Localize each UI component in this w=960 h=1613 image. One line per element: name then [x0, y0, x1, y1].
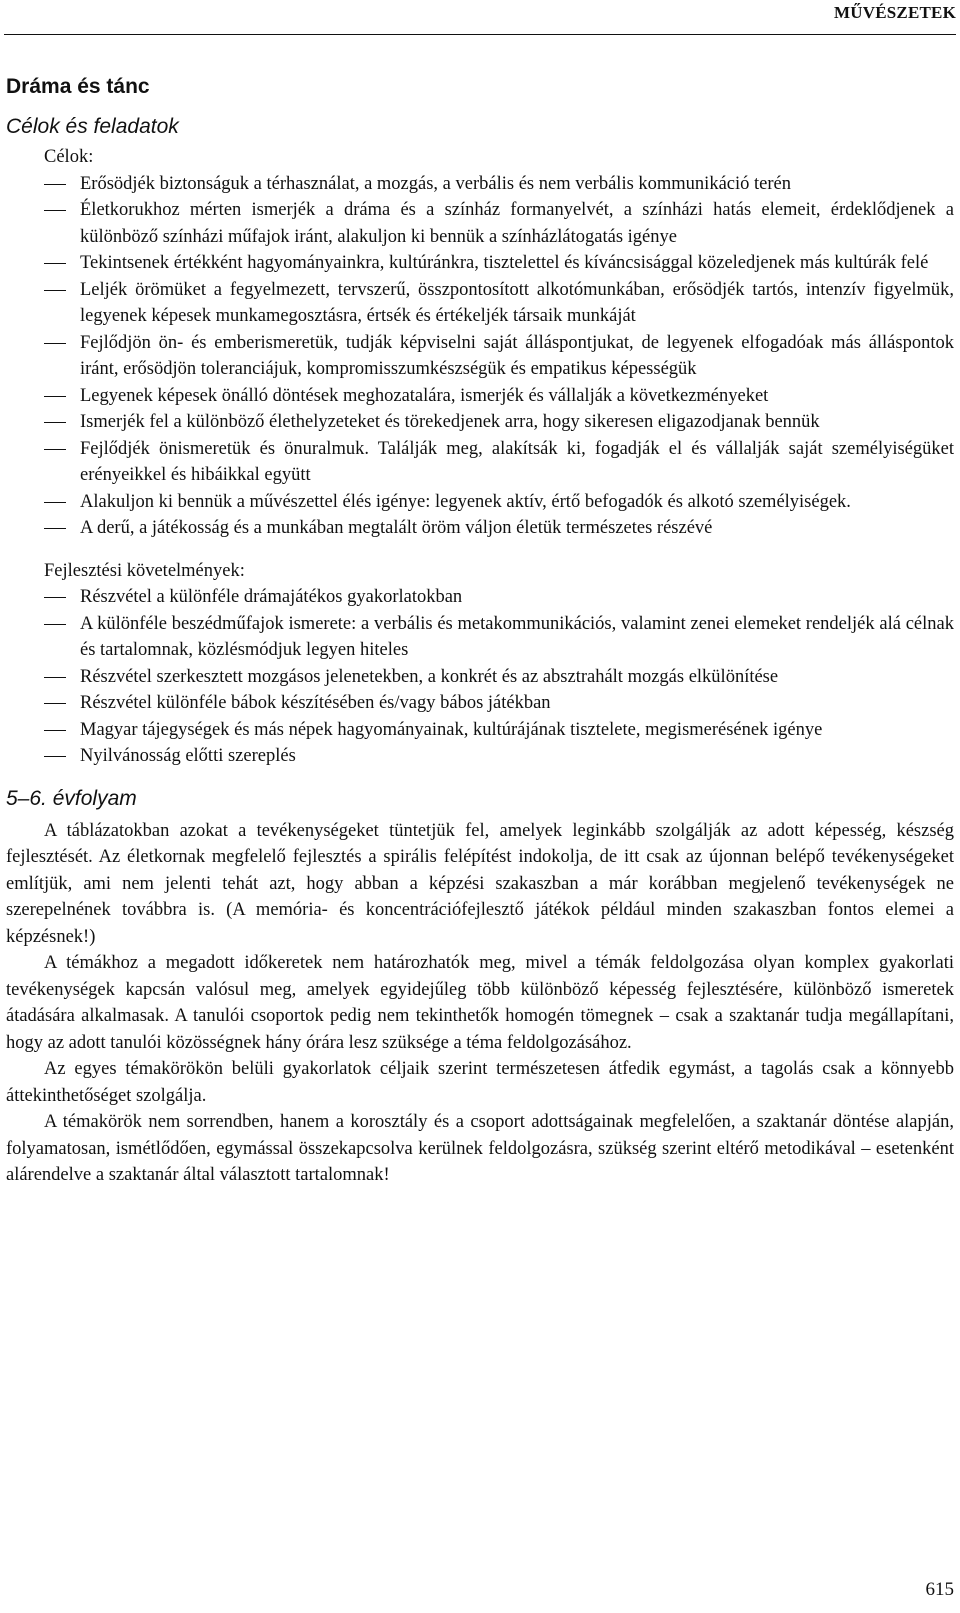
list-item: Legyenek képesek önálló döntések meghozatalára, ismerjék és vállalják a következményeket	[6, 383, 954, 410]
list-item: Részvétel különféle bábok készítésében és/vagy bábos játékban	[6, 690, 954, 717]
goals-label: Célok:	[44, 147, 94, 167]
page-content	[6, 72, 954, 1189]
list-item: Ismerjék fel a különböző élethelyzeteket és törekedjenek arra, hogy sikeresen eligazodjanak bennük	[6, 409, 954, 436]
grade-title: 5–6. évfolyam	[6, 786, 137, 810]
body-paragraph: Az egyes témakörökön belüli gyakorlatok céljaik szerint természetesen átfedik egymást, a tagolás csak a könnyebb áttekinthetőséget szolgálja.	[6, 1059, 954, 1106]
body-paragraph: A témakörök nem sorrendben, hanem a korosztály és a csoport adottságainak megfelelően, a szaktanár döntése alapján, folyamatosan, ismétlődően, egymással összekapcsolva kerülnek feldolgozásra, szükség szerint eltérő metodikával – esetenként alárendelve a szaktanár által választott tartalomnak!	[6, 1112, 954, 1185]
subsection-title: Célok és feladatok	[6, 115, 179, 138]
list-item: Magyar tájegységek és más népek hagyományainak, kultúrájának tisztelete, megismerésének igénye	[6, 717, 954, 744]
requirements-list	[6, 584, 954, 770]
header-rule	[4, 34, 956, 35]
list-item: Életkorukhoz mérten ismerjék a dráma és a színház formanyelvét, a színházi hatás elemeit, érdeklődjenek a különböző színházi műfajok iránt, alakuljon ki bennük a színházlátogatás igénye	[6, 197, 954, 250]
list-item: Leljék örömüket a fegyelmezett, tervszerű, összpontosított alkotómunkában, erősödjék tartós, intenzív figyelmük, legyenek képesek munkamegosztásra, értsék és értékeljék társaik munkáját	[6, 277, 954, 330]
list-item: Részvétel a különféle drámajátékos gyakorlatokban	[6, 584, 954, 611]
list-item: Nyilvánosság előtti szereplés	[6, 743, 954, 770]
list-item: Tekintsenek értékként hagyományainkra, kultúránkra, tisztelettel és kíváncsisággal közeledjenek más kultúrák felé	[6, 250, 954, 277]
list-item: Fejlődjék önismeretük és önuralmuk. Találják meg, alakítsák ki, fogadják el és vállalják saját személyiségüket erényeikkel és hibáikkal együtt	[6, 436, 954, 489]
list-item: A különféle beszédműfajok ismerete: a verbális és metakommunikációs, valamint zenei elemeket rendeljék alá célnak és tartalomnak, közlésmódjuk legyen hiteles	[6, 611, 954, 664]
list-item: A derű, a játékosság és a munkában megtalált öröm váljon életük természetes részévé	[6, 515, 954, 542]
list-item: Fejlődjön ön- és emberismeretük, tudják képviselni saját álláspontjukat, de legyenek elfogadóak más álláspontok iránt, erősödjön toleranciájuk, kompromisszumkészségük és empatikus képességük	[6, 330, 954, 383]
goals-list	[6, 171, 954, 542]
body-paragraph: A táblázatokban azokat a tevékenységeket tüntetjük fel, amelyek leginkább szolgálják az adott képesség, készség fejlesztését. Az életkornak megfelelő fejlesztés a spirális felépítést indokolja, de itt csak az újonnan belépő tevékenységeket említjük, ami nem jelenti tehát azt, hogy abban a képzési szakaszban a már korábban megjelenő tevékenységek ne szerepelnének továbbra is. (A memória- és koncentrációfejlesztő játékok például minden szakaszban fontos elemei a képzésnek!)	[6, 820, 954, 947]
section-title: Dráma és tánc	[6, 75, 150, 98]
page-number: 615	[925, 1579, 954, 1600]
list-item: Erősödjék biztonságuk a térhasználat, a mozgás, a verbális és nem verbális kommunikáció terén	[6, 171, 954, 198]
running-header: MŰVÉSZETEK	[834, 3, 956, 22]
list-item: Alakuljon ki bennük a művészettel élés igénye: legyenek aktív, értő befogadók és alkotó személyiségek.	[6, 489, 954, 516]
body-paragraph: A témákhoz a megadott időkeretek nem határozhatók meg, mivel a témák feldolgozása olyan komplex gyakorlati tevékenységek kapcsán valósul meg, amelyek egyidejűleg több különböző képesség fejlesztésére, különböző ismeretek átadására alkalmasak. A tanulói csoportok pedig nem tekinthetők homogén tömegnek – csak a szaktanár tudja megállapítani, hogy az adott tanulói közösségnek hány órára lesz szüksége a téma feldolgozásához.	[6, 953, 954, 1053]
spacer	[6, 542, 954, 558]
list-item: Részvétel szerkesztett mozgásos jelenetekben, a konkrét és az absztrahált mozgás elkülönítése	[6, 664, 954, 691]
requirements-label: Fejlesztési követelmények:	[44, 560, 245, 581]
